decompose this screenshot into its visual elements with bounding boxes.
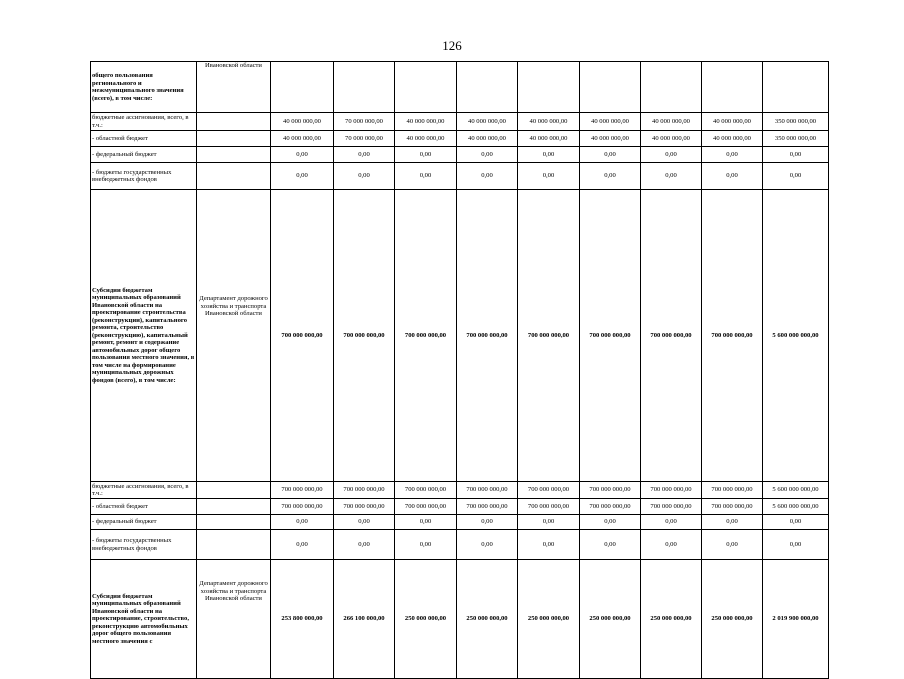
value-cell: 700 000 000,00: [334, 499, 395, 515]
value-cell: 0,00: [457, 515, 518, 530]
table-row: [91, 190, 829, 482]
responsible-executor-cont: [197, 499, 271, 515]
value-cell: 0,00: [580, 515, 641, 530]
row-name: - федеральный бюджет: [91, 515, 197, 530]
value-cell: 250 000 000,00: [580, 560, 641, 679]
value-cell: 0,00: [271, 147, 334, 163]
value-cell: 700 000 000,00: [271, 190, 334, 482]
value-cell: 0,00: [518, 515, 580, 530]
value-cell: 700 000 000,00: [395, 499, 457, 515]
responsible-executor: Департамент дорожного хозяйства и транспорта Ивановской области: [197, 560, 271, 679]
total-cell: 350 000 000,00: [763, 131, 829, 147]
value-cell: 40 000 000,00: [457, 131, 518, 147]
total-cell: 0,00: [763, 530, 829, 560]
row-name: - областной бюджет: [91, 499, 197, 515]
value-cell: [457, 62, 518, 113]
value-cell: 0,00: [334, 515, 395, 530]
value-cell: 700 000 000,00: [271, 482, 334, 499]
value-cell: 0,00: [641, 163, 702, 190]
total-cell: 2 019 900 000,00: [763, 560, 829, 679]
value-cell: 40 000 000,00: [580, 113, 641, 131]
row-name: - бюджеты государственных внебюджетных фондов: [91, 530, 197, 560]
value-cell: 0,00: [518, 163, 580, 190]
value-cell: 0,00: [271, 530, 334, 560]
table-row: [91, 499, 829, 515]
value-cell: 0,00: [334, 163, 395, 190]
value-cell: 40 000 000,00: [518, 131, 580, 147]
value-cell: [271, 62, 334, 113]
responsible-executor-cont: [197, 530, 271, 560]
value-cell: [641, 62, 702, 113]
responsible-executor-cont: [197, 131, 271, 147]
table-row: [91, 113, 829, 131]
budget-table: [90, 61, 829, 679]
value-cell: 700 000 000,00: [580, 190, 641, 482]
value-cell: 0,00: [641, 515, 702, 530]
table-row: [91, 515, 829, 530]
value-cell: 40 000 000,00: [702, 113, 763, 131]
responsible-executor: Ивановской области: [197, 62, 271, 113]
value-cell: [395, 62, 457, 113]
value-cell: 0,00: [702, 515, 763, 530]
value-cell: 700 000 000,00: [395, 190, 457, 482]
value-cell: 700 000 000,00: [271, 499, 334, 515]
value-cell: 700 000 000,00: [702, 482, 763, 499]
table-row: [91, 560, 829, 679]
total-cell: 0,00: [763, 515, 829, 530]
value-cell: 40 000 000,00: [580, 131, 641, 147]
value-cell: 700 000 000,00: [580, 499, 641, 515]
value-cell: 700 000 000,00: [641, 499, 702, 515]
row-name: общего пользования регионального и межмуниципального значения (всего), в том числе:: [91, 62, 197, 113]
value-cell: 0,00: [580, 147, 641, 163]
responsible-executor-cont: [197, 515, 271, 530]
value-cell: 700 000 000,00: [641, 482, 702, 499]
table-row: [91, 131, 829, 147]
responsible-executor-cont: [197, 147, 271, 163]
value-cell: 0,00: [702, 530, 763, 560]
value-cell: 700 000 000,00: [518, 482, 580, 499]
row-name: бюджетные ассигнования, всего, в т.ч.:: [91, 113, 197, 131]
value-cell: 700 000 000,00: [702, 499, 763, 515]
value-cell: 40 000 000,00: [457, 113, 518, 131]
row-name: Субсидии бюджетам муниципальных образований Ивановской области на проектирование, строительство, реконструкцию автомобильных дорог общего пользования местного значения с: [91, 560, 197, 679]
value-cell: 250 000 000,00: [457, 560, 518, 679]
value-cell: 0,00: [271, 515, 334, 530]
value-cell: 250 000 000,00: [702, 560, 763, 679]
value-cell: 0,00: [580, 163, 641, 190]
value-cell: 0,00: [702, 163, 763, 190]
value-cell: 0,00: [457, 163, 518, 190]
value-cell: 700 000 000,00: [457, 482, 518, 499]
value-cell: 0,00: [518, 530, 580, 560]
value-cell: [518, 62, 580, 113]
page-number: 126: [442, 38, 462, 53]
value-cell: 0,00: [395, 147, 457, 163]
value-cell: 700 000 000,00: [334, 190, 395, 482]
table-row: [91, 530, 829, 560]
table-row: [91, 62, 829, 113]
responsible-executor-cont: [197, 163, 271, 190]
value-cell: [580, 62, 641, 113]
value-cell: 0,00: [334, 147, 395, 163]
value-cell: 700 000 000,00: [518, 190, 580, 482]
value-cell: 0,00: [457, 530, 518, 560]
value-cell: 700 000 000,00: [395, 482, 457, 499]
value-cell: 0,00: [702, 147, 763, 163]
value-cell: 40 000 000,00: [271, 131, 334, 147]
value-cell: 0,00: [395, 163, 457, 190]
value-cell: 0,00: [641, 530, 702, 560]
value-cell: 253 800 000,00: [271, 560, 334, 679]
total-cell: 350 000 000,00: [763, 113, 829, 131]
value-cell: 40 000 000,00: [641, 131, 702, 147]
row-name: - областной бюджет: [91, 131, 197, 147]
value-cell: 700 000 000,00: [702, 190, 763, 482]
total-cell: 5 600 000 000,00: [763, 499, 829, 515]
value-cell: 0,00: [395, 530, 457, 560]
total-cell: 0,00: [763, 147, 829, 163]
value-cell: 70 000 000,00: [334, 113, 395, 131]
value-cell: 40 000 000,00: [395, 131, 457, 147]
total-cell: 5 600 000 000,00: [763, 190, 829, 482]
value-cell: 700 000 000,00: [641, 190, 702, 482]
total-cell: 5 600 000 000,00: [763, 482, 829, 499]
table-row: [91, 163, 829, 190]
value-cell: 700 000 000,00: [457, 190, 518, 482]
value-cell: 0,00: [457, 147, 518, 163]
value-cell: 0,00: [271, 163, 334, 190]
value-cell: 0,00: [334, 530, 395, 560]
total-cell: [763, 62, 829, 113]
value-cell: 0,00: [518, 147, 580, 163]
value-cell: 250 000 000,00: [641, 560, 702, 679]
value-cell: 266 100 000,00: [334, 560, 395, 679]
row-name: - федеральный бюджет: [91, 147, 197, 163]
value-cell: 700 000 000,00: [518, 499, 580, 515]
value-cell: [334, 62, 395, 113]
total-cell: 0,00: [763, 163, 829, 190]
value-cell: 700 000 000,00: [334, 482, 395, 499]
value-cell: 0,00: [395, 515, 457, 530]
value-cell: 700 000 000,00: [580, 482, 641, 499]
responsible-executor: Департамент дорожного хозяйства и транспорта Ивановской области: [197, 190, 271, 482]
value-cell: 250 000 000,00: [518, 560, 580, 679]
value-cell: 40 000 000,00: [518, 113, 580, 131]
table-row: [91, 482, 829, 499]
row-name: - бюджеты государственных внебюджетных фондов: [91, 163, 197, 190]
responsible-executor-cont: [197, 482, 271, 499]
value-cell: 40 000 000,00: [702, 131, 763, 147]
value-cell: 40 000 000,00: [395, 113, 457, 131]
value-cell: 40 000 000,00: [271, 113, 334, 131]
value-cell: 250 000 000,00: [395, 560, 457, 679]
value-cell: 0,00: [580, 530, 641, 560]
responsible-executor-cont: [197, 113, 271, 131]
value-cell: 40 000 000,00: [641, 113, 702, 131]
value-cell: [702, 62, 763, 113]
row-name: Субсидии бюджетам муниципальных образований Ивановской области на проектирование строительства (реконструкции), капитального ремонта, строительство (реконструкцию), капитальный ремонт, ремонт и содержание автомобильных дорог общего пользования местного значения, в том числе на формирование муниципальных дорожных фондов (всего), в том числе:: [91, 190, 197, 482]
value-cell: 700 000 000,00: [457, 499, 518, 515]
row-name: бюджетные ассигнования, всего, в т.ч.:: [91, 482, 197, 499]
value-cell: 70 000 000,00: [334, 131, 395, 147]
table-row: [91, 147, 829, 163]
value-cell: 0,00: [641, 147, 702, 163]
